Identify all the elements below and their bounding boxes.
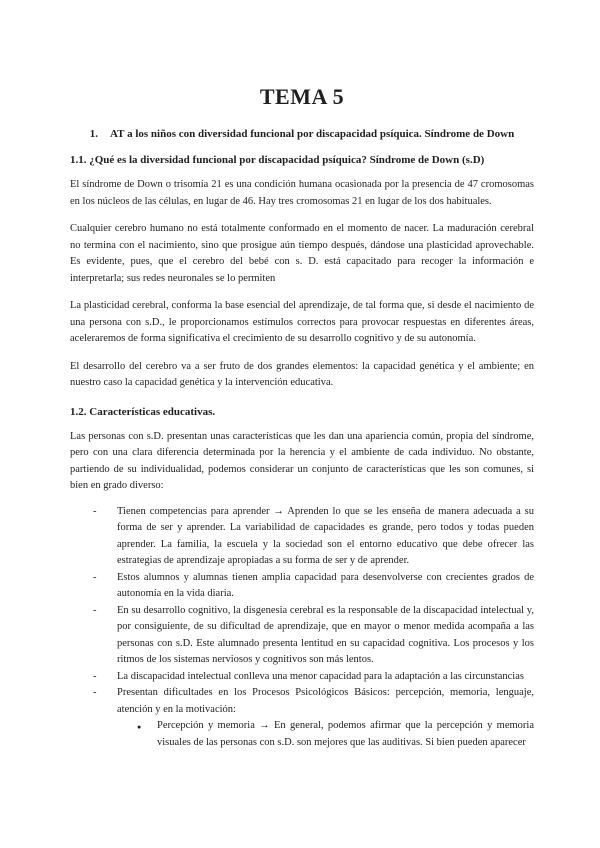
list-item-text: En su desarrollo cognitivo, la disgenesia cerebral es la responsable de la discapacidad intelectual y, por consiguiente, de su dificultad de aprendizaje, que en mayor o menor medida acompaña a las personas con s.D. Este alumnado presenta lentitud en su capacidad cognitiva. Los procesos y los ritmos de los sistemas nerviosos y cognitivos son más lentos. xyxy=(117,604,534,665)
list-item xyxy=(93,570,534,603)
list-item xyxy=(93,669,534,686)
section-1-1-heading: 1.1. ¿Qué es la diversidad funcional por discapacidad psíquica? Síndrome de Down (s.D) xyxy=(70,154,485,166)
document-title: TEMA 5 xyxy=(259,84,345,109)
paragraph-syndrome-definition: El síndrome de Down o trisomía 21 es una condición humana ocasionada por la presencia de 47 cromosomas en los núcleos de las células, en lugar de 46. Hay tres cromosomas 21 en lugar de los dos habituales. xyxy=(70,179,534,207)
list-item-text: Presentan dificultades en los Procesos Psicológicos Básicos: percepción, memoria, lenguaje, atención y en la motivación: xyxy=(117,687,534,715)
dash-bullet-marker: - xyxy=(93,604,97,616)
section-1-number: 1. xyxy=(89,128,99,140)
dash-bullet-marker: - xyxy=(93,571,97,583)
dash-bullet-marker: - xyxy=(93,670,97,682)
list-item xyxy=(93,504,534,570)
section-1-2-heading: 1.2. Características educativas. xyxy=(70,405,216,418)
list-item xyxy=(93,603,534,669)
circle-bullet-marker: ● xyxy=(137,723,142,731)
list-item-text: Percepción y memoria → En general, podemos afirmar que la percepción y memoria visuales de las personas con s.D. son mejores que las auditivas. Si bien pueden aparecer xyxy=(157,720,534,748)
paragraph-brain-development: El desarrollo del cerebro va a ser fruto de dos grandes elementos: la capacidad genética y el ambiente; en nuestro caso la capacidad genética y la intervención educativa. xyxy=(70,360,534,388)
list-item-text: La discapacidad intelectual conlleva una menor capacidad para la adaptación a las circunstancias xyxy=(117,670,524,682)
dash-bullet-marker: - xyxy=(93,687,97,698)
paragraph-brain-plasticity: La plasticidad cerebral, conforma la base esencial del aprendizaje, de tal forma que, si desde el nacimiento de una persona con s.D., le proporcionamos estímulos correctos para provocar respuestas en diferentes áreas, aceleraremos de forma significativa el crecimiento de su desarrollo cognitivo y de su autonomía. xyxy=(70,300,534,344)
list-item-text: Estos alumnos y alumnas tienen amplia capacidad para desenvolverse con crecientes grados de autonomía en la vida diaria. xyxy=(117,571,534,599)
list-item xyxy=(93,685,534,718)
paragraph-characteristics-intro: Las personas con s.D. presentan unas características que les dan una apariencia común, propia del síndrome, pero con una clara diferencia determinada por la herencia y el ambiente de cada individuo. No obstante, partiendo de su individualidad, podemos considerar un conjunto de características que les son comunes, si bien en grado diverso: xyxy=(70,430,534,491)
section-1-heading xyxy=(70,128,534,140)
list-item-text: Tienen competencias para aprender → Aprenden lo que se les enseña de manera adecuada a su forma de ser y aprender. La variabilidad de capacidades es grande, pero todos y todas pueden aprender. La familia, la escuela y la sociedad son el entorno educativo que debe ofrecer las estrategias de aprendizaje apropiadas a su forma de ser y de aprender. xyxy=(117,505,534,566)
list-item xyxy=(137,718,534,751)
section-1-title: AT a los niños con diversidad funcional por discapacidad psíquica. Síndrome de Down xyxy=(110,128,515,140)
paragraph-brain-maturation: Cualquier cerebro humano no está totalmente conformado en el momento de nacer. La maduración cerebral no termina con el nacimiento, sino que prosigue aún tiempo después, dándose una plasticidad aprovechable. Es evidente, pues, que el cerebro del bebé con s. D. está capacitado para recoger la información e interpretarla; sus redes neuronales se lo permiten xyxy=(70,223,534,284)
dash-bullet-marker: - xyxy=(93,505,97,517)
characteristics-list xyxy=(70,504,534,752)
